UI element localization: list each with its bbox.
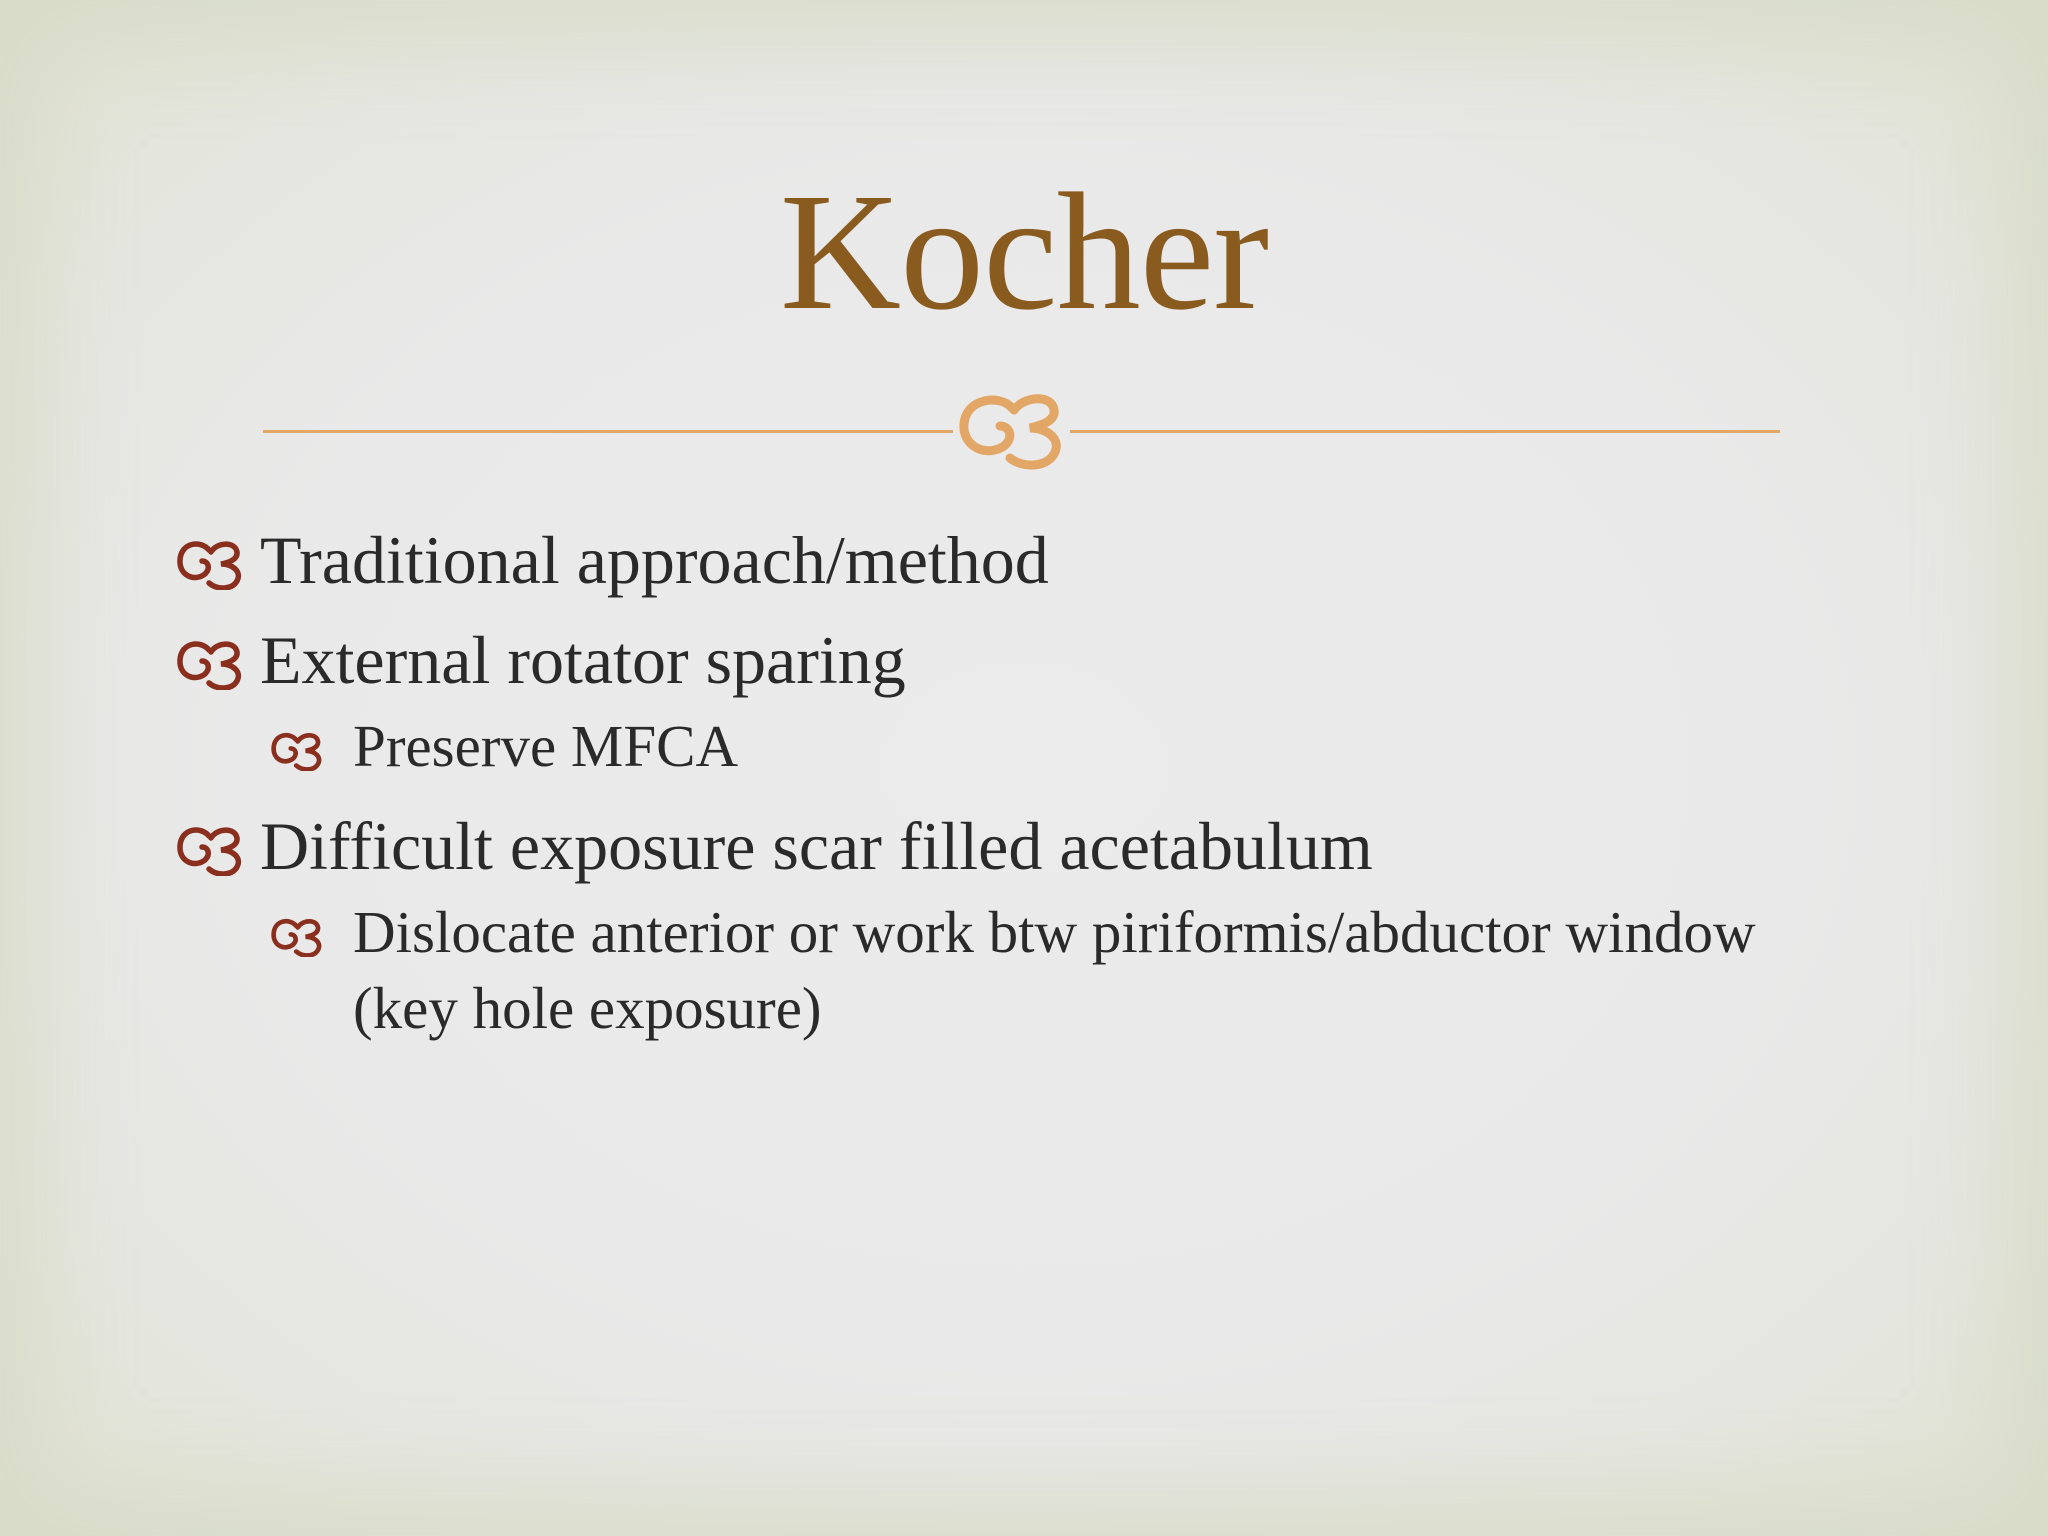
list-item (175, 512, 1815, 608)
list-item (175, 708, 1815, 784)
curl-bullet-icon (175, 822, 245, 876)
list-item-text: Dislocate anterior or work btw piriformis/abductor window (key hole exposure) (353, 899, 1756, 1041)
curl-bullet-icon (269, 915, 325, 957)
list-item (175, 612, 1815, 708)
title-divider-right (1070, 430, 1780, 433)
curl-bullet-icon (175, 536, 245, 590)
list-item (175, 894, 1815, 1046)
slide-title: Kocher (779, 159, 1269, 345)
list-item-text: Difficult exposure scar filled acetabulum (260, 808, 1373, 884)
title-divider-left (263, 430, 953, 433)
curl-bullet-icon (175, 636, 245, 690)
list-item-text: Preserve MFCA (353, 713, 739, 779)
list-item-text: Traditional approach/method (260, 522, 1049, 598)
curl-bullet-icon (269, 729, 325, 771)
list-item-text: External rotator sparing (260, 622, 906, 698)
bullet-list (175, 512, 1815, 1046)
curl-ornament-icon (952, 388, 1070, 472)
list-item (175, 798, 1815, 894)
